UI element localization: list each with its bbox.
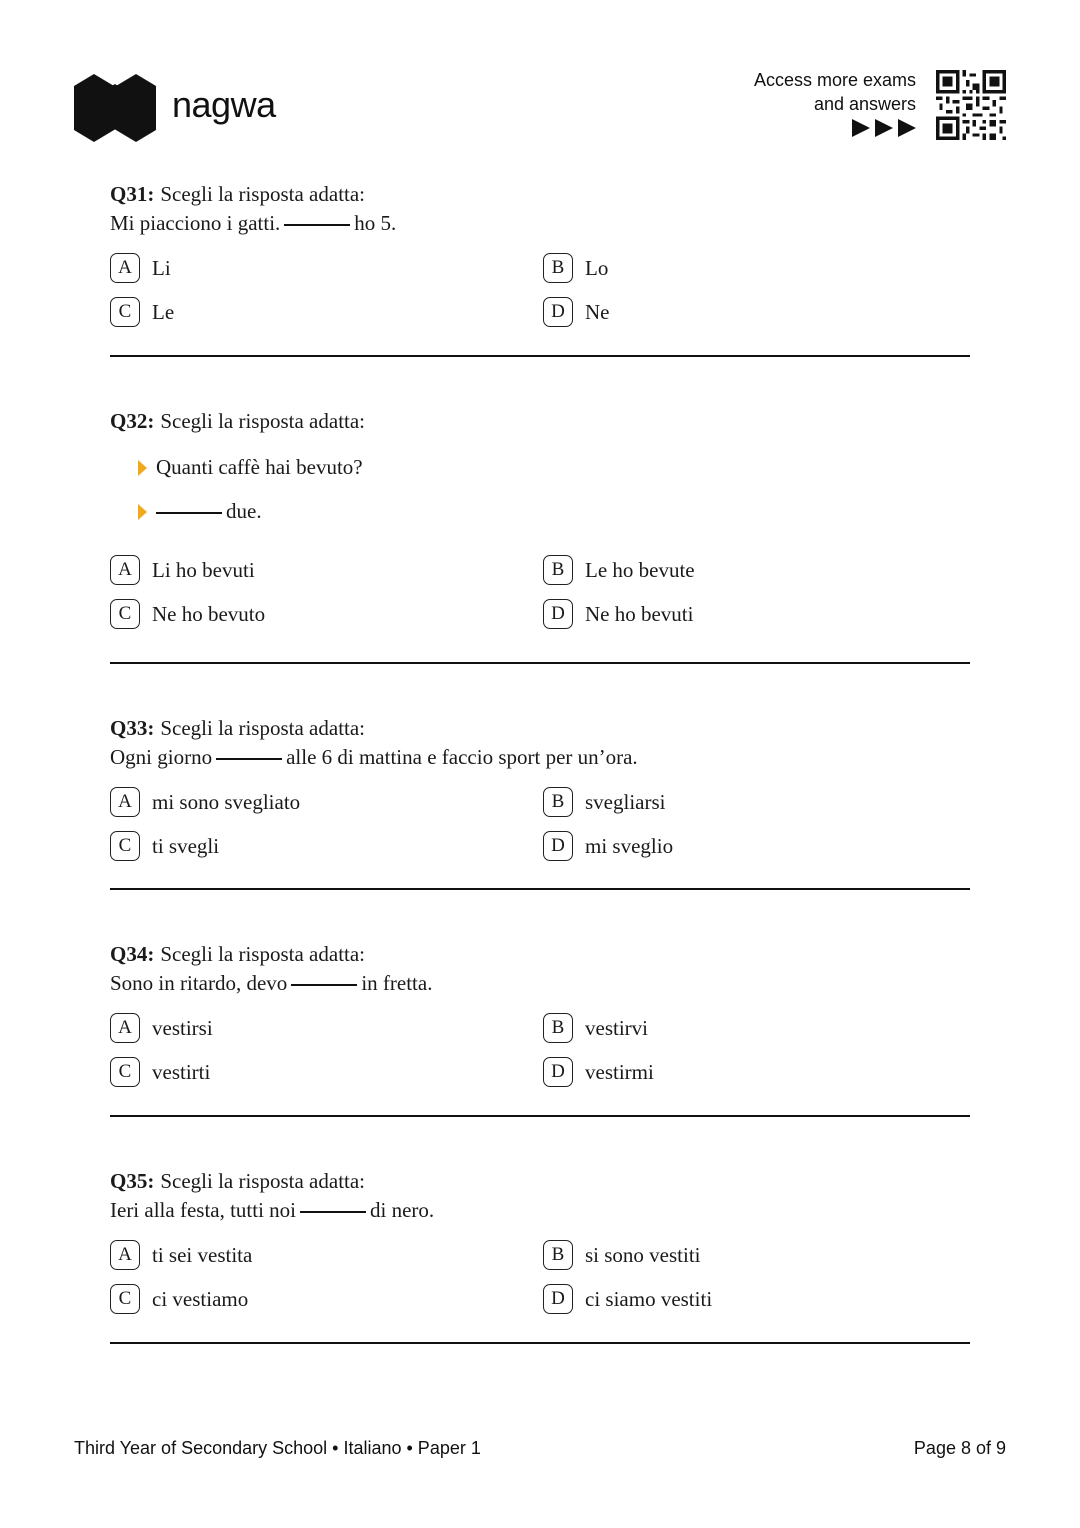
qr-code-icon[interactable]	[936, 70, 1006, 140]
question-text	[110, 209, 970, 238]
dialog-line-2	[110, 497, 970, 526]
dialog-text: Quanti caffè hai bevuto?	[156, 455, 363, 479]
option-letter: D	[543, 297, 573, 327]
option-letter: C	[110, 599, 140, 629]
answer-blank	[291, 984, 357, 986]
question-divider	[110, 888, 970, 890]
option-letter: A	[110, 787, 140, 817]
option-d[interactable]	[543, 296, 610, 328]
options	[110, 554, 970, 644]
option-text: vestirti	[152, 1059, 211, 1084]
option-text: si sono vestiti	[585, 1242, 701, 1267]
play-arrows-icon	[852, 118, 918, 138]
option-text: svegliarsi	[585, 789, 666, 814]
access-line-1: Access more exams	[753, 70, 916, 90]
option-a[interactable]	[110, 786, 300, 818]
question-prompt: Scegli la risposta adatta:	[160, 182, 366, 206]
question-text	[110, 1196, 970, 1225]
question-header	[110, 180, 970, 209]
bullet-triangle-icon	[138, 460, 147, 476]
option-b[interactable]	[543, 1012, 648, 1044]
option-a[interactable]	[110, 554, 255, 586]
option-letter: D	[543, 831, 573, 861]
option-text: vestirsi	[152, 1015, 213, 1040]
option-text: Li ho bevuti	[152, 557, 255, 582]
question-number: Q32:	[110, 409, 155, 433]
question-divider	[110, 355, 970, 357]
option-b[interactable]	[543, 1239, 701, 1271]
text-before-blank: Ogni giorno	[110, 745, 213, 769]
option-letter: C	[110, 297, 140, 327]
question-number: Q33:	[110, 716, 155, 740]
question-31	[110, 180, 970, 342]
question-text	[110, 743, 970, 772]
text-before-blank: Ieri alla festa, tutti noi	[110, 1198, 297, 1222]
option-text: ti sei vestita	[152, 1242, 253, 1267]
footer-page-number: Page 8 of 9	[913, 1438, 1006, 1458]
question-34	[110, 940, 970, 1102]
text-after-blank: ho 5.	[354, 211, 397, 235]
option-b[interactable]	[543, 786, 665, 818]
options	[110, 1239, 970, 1329]
question-header	[110, 940, 970, 969]
option-c[interactable]	[110, 598, 265, 630]
text-after-blank: di nero.	[370, 1198, 435, 1222]
option-text: mi sveglio	[585, 833, 674, 858]
question-divider	[110, 662, 970, 664]
option-text: Ne ho bevuto	[152, 601, 266, 626]
question-32	[110, 407, 970, 644]
option-text: ci vestiamo	[152, 1286, 249, 1311]
answer-blank	[156, 512, 222, 514]
option-b[interactable]	[543, 554, 695, 586]
option-text: Ne	[585, 299, 610, 324]
option-letter: C	[110, 831, 140, 861]
answer-blank	[300, 1211, 366, 1213]
option-c[interactable]	[110, 1283, 248, 1315]
option-letter: B	[543, 1013, 573, 1043]
answer-blank	[216, 758, 282, 760]
dialog-line-1	[110, 453, 970, 482]
option-text: mi sono svegliato	[152, 789, 301, 814]
nagwa-logo-icon	[74, 72, 156, 144]
option-letter: D	[543, 1057, 573, 1087]
text-after-blank: alle 6 di mattina e faccio sport per un’ora.	[286, 745, 638, 769]
options	[110, 1012, 970, 1102]
option-text: Li	[152, 255, 171, 280]
question-header	[110, 1167, 970, 1196]
answer-blank	[284, 224, 350, 226]
option-letter: C	[110, 1284, 140, 1314]
option-letter: C	[110, 1057, 140, 1087]
option-a[interactable]	[110, 252, 171, 284]
question-prompt: Scegli la risposta adatta:	[160, 409, 366, 433]
option-c[interactable]	[110, 830, 219, 862]
option-text: Le ho bevute	[585, 557, 695, 582]
option-letter: A	[110, 253, 140, 283]
question-prompt: Scegli la risposta adatta:	[160, 716, 366, 740]
option-d[interactable]	[543, 830, 673, 862]
option-text: vestirmi	[585, 1059, 654, 1084]
option-letter: A	[110, 555, 140, 585]
access-line-2: and answers	[813, 94, 916, 114]
question-text	[110, 969, 970, 998]
option-letter: B	[543, 555, 573, 585]
access-more-text[interactable]	[754, 68, 916, 116]
option-text: vestirvi	[585, 1015, 648, 1040]
option-text: ti svegli	[152, 833, 220, 858]
option-d[interactable]	[543, 598, 693, 630]
text-before-blank: Mi piacciono i gatti.	[110, 211, 281, 235]
option-letter: D	[543, 1284, 573, 1314]
option-letter: B	[543, 253, 573, 283]
option-letter: A	[110, 1240, 140, 1270]
option-c[interactable]	[110, 1056, 210, 1088]
question-divider	[110, 1342, 970, 1344]
option-text: Le	[152, 299, 175, 324]
option-a[interactable]	[110, 1012, 213, 1044]
question-header	[110, 407, 970, 436]
option-letter: B	[543, 1240, 573, 1270]
option-b[interactable]	[543, 252, 608, 284]
question-number: Q35:	[110, 1169, 155, 1193]
brand-name: nagwa	[172, 84, 276, 125]
question-33	[110, 714, 970, 876]
question-35	[110, 1167, 970, 1329]
text-after-blank: in fretta.	[361, 971, 433, 995]
question-divider	[110, 1115, 970, 1117]
footer-course: Third Year of Secondary School • Italiano • Paper 1	[74, 1438, 481, 1458]
option-d[interactable]	[543, 1056, 654, 1088]
option-letter: D	[543, 599, 573, 629]
option-text: ci siamo vestiti	[585, 1286, 713, 1311]
question-header	[110, 714, 970, 743]
option-a[interactable]	[110, 1239, 252, 1271]
question-prompt: Scegli la risposta adatta:	[160, 942, 366, 966]
text-before-blank: Sono in ritardo, devo	[110, 971, 288, 995]
options	[110, 252, 970, 342]
question-number: Q31:	[110, 182, 155, 206]
option-c[interactable]	[110, 296, 174, 328]
question-prompt: Scegli la risposta adatta:	[160, 1169, 366, 1193]
dialog-text: due.	[226, 499, 262, 523]
option-d[interactable]	[543, 1283, 712, 1315]
options	[110, 786, 970, 876]
bullet-triangle-icon	[138, 504, 147, 520]
option-text: Lo	[585, 255, 609, 280]
option-letter: B	[543, 787, 573, 817]
question-number: Q34:	[110, 942, 155, 966]
option-letter: A	[110, 1013, 140, 1043]
option-text: Ne ho bevuti	[585, 601, 694, 626]
